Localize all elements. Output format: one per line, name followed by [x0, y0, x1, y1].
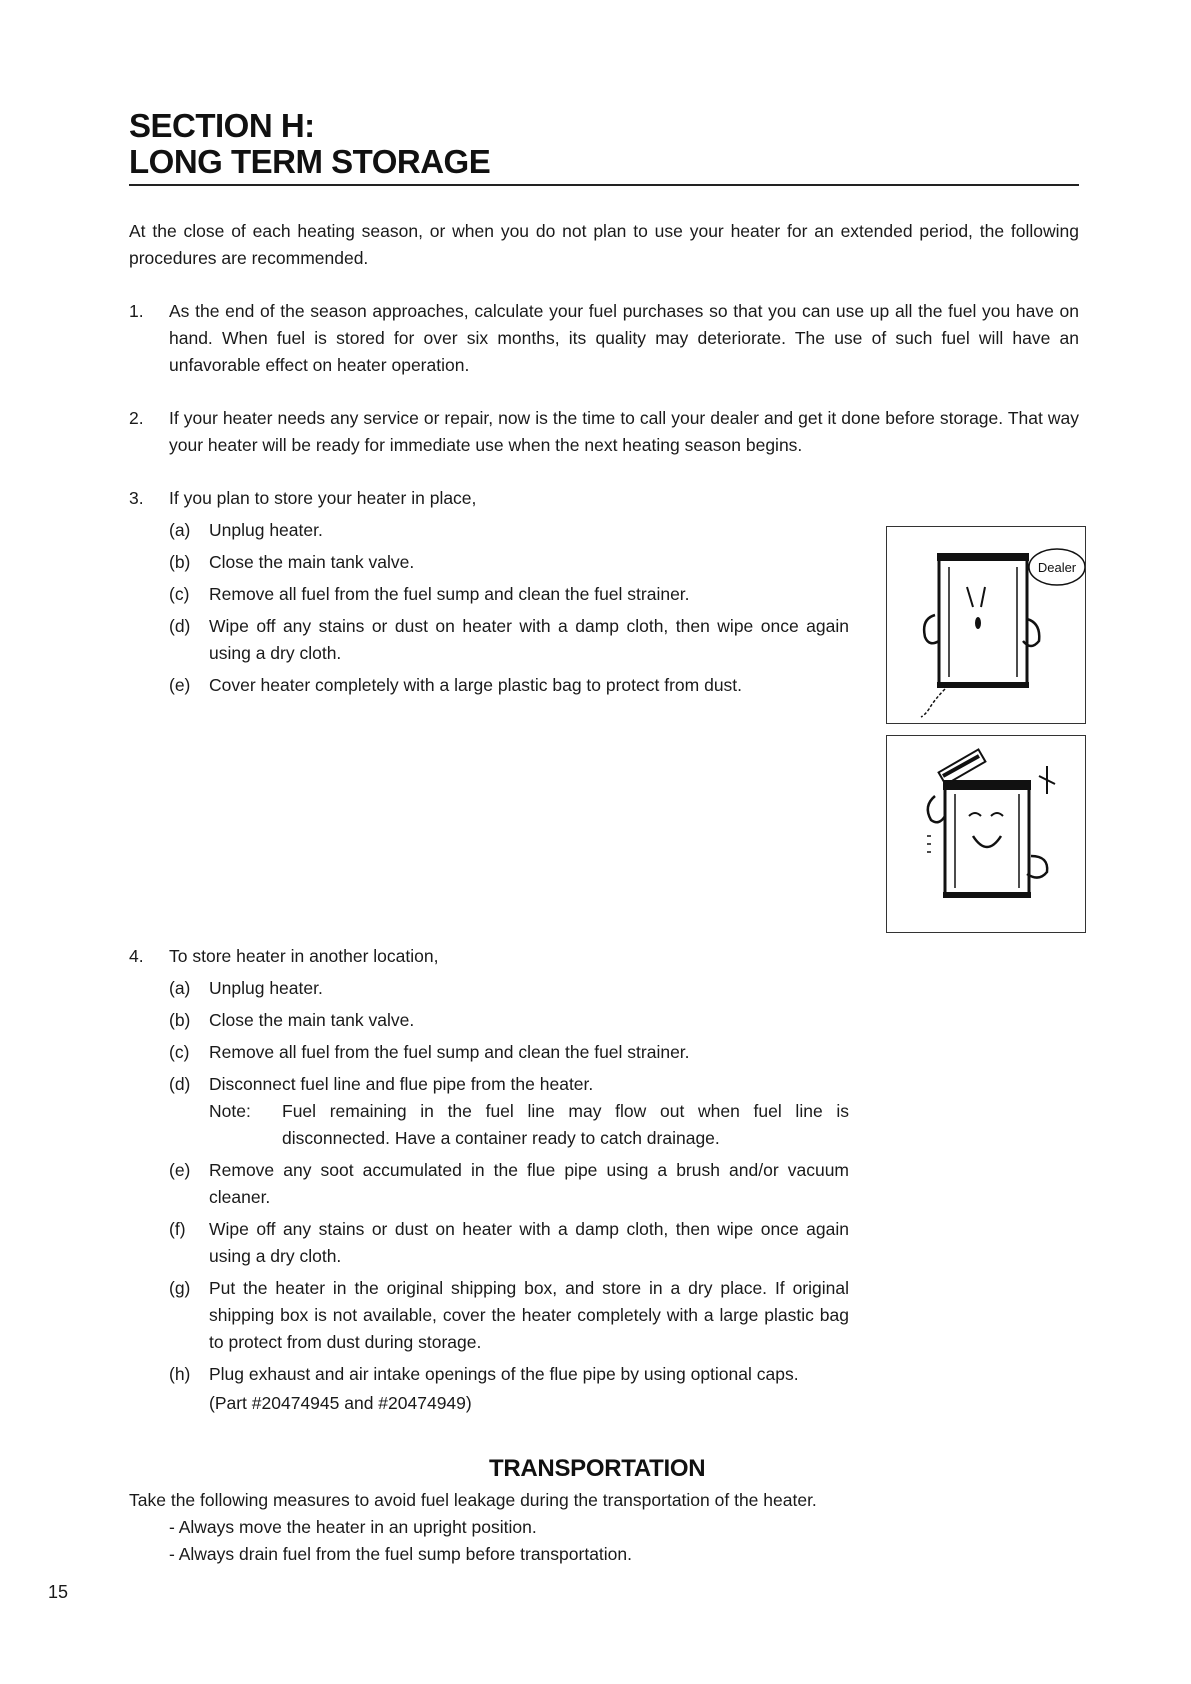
- transportation-section: [129, 1487, 1079, 1568]
- sub-item: (e) Cover heater completely with a large plastic bag to protect from dust.: [169, 675, 743, 695]
- heater-dealer-illustration: [886, 526, 1086, 724]
- list-item-1: [129, 298, 1079, 379]
- sub-item: (a) Unplug heater.: [169, 978, 323, 998]
- item-number: 3.: [129, 488, 144, 508]
- section-title-line1: SECTION H:: [129, 107, 315, 144]
- sub-item: (f) Wipe off any stains or dust on heater with a damp cloth, then wipe once again using a dry cloth.: [169, 1219, 849, 1266]
- heater-icon: [887, 527, 1085, 723]
- sub-item: (a) Unplug heater.: [169, 520, 323, 540]
- sub-item: (d) Wipe off any stains or dust on heater with a damp cloth, then wipe once again using a dry cloth.: [169, 616, 849, 663]
- section-title-line2: LONG TERM STORAGE: [129, 143, 491, 180]
- item-number: 1.: [129, 301, 144, 321]
- transport-bullet: - Always drain fuel from the fuel sump before transportation.: [169, 1544, 633, 1564]
- intro-paragraph: At the close of each heating season, or when you do not plan to use your heater for an extended period, the following procedures are recommended.: [129, 221, 1079, 268]
- sub-item: (b) Close the main tank valve.: [169, 552, 415, 572]
- transport-bullet: - Always move the heater in an upright position.: [169, 1517, 537, 1537]
- sub-item: (c) Remove all fuel from the fuel sump and clean the fuel strainer.: [169, 1042, 690, 1062]
- note: [209, 1098, 849, 1152]
- list-item-3: [129, 485, 849, 699]
- list-item-4: [129, 943, 849, 1417]
- sub-item: (e) Remove any soot accumulated in the flue pipe using a brush and/or vacuum cleaner.: [169, 1160, 849, 1207]
- item-text: To store heater in another location,: [169, 946, 439, 966]
- note-label: Note:: [209, 1101, 251, 1121]
- item-text: If your heater needs any service or repair, now is the time to call your dealer and get it done before storage. That way your heater will be ready for immediate use when the next heating season begins.: [169, 408, 1079, 455]
- item-number: 4.: [129, 946, 144, 966]
- item-text: If you plan to store your heater in place,: [169, 488, 477, 508]
- sub-item: (h) Plug exhaust and air intake openings of the flue pipe by using optional caps.: [169, 1364, 799, 1384]
- transportation-heading: TRANSPORTATION: [489, 1455, 706, 1482]
- sub-item: (g) Put the heater in the original shipping box, and store in a dry place. If original shipping box is not available, cover the heater completely with a large plastic bag to protect from dust during storage.: [169, 1278, 849, 1352]
- item-text: As the end of the season approaches, calculate your fuel purchases so that you can use up all the fuel you have on hand. When fuel is stored for over six months, its quality may deteriorate. The use of such fuel will have an unfavorable effect on heater operation.: [169, 301, 1079, 375]
- dealer-bubble-text: Dealer: [1037, 560, 1077, 575]
- transportation-intro: Take the following measures to avoid fuel leakage during the transportation of the heater.: [129, 1490, 817, 1510]
- note-text: Fuel remaining in the fuel line may flow out when fuel line is disconnected. Have a container ready to catch drainage.: [282, 1101, 849, 1148]
- sub-item: (c) Remove all fuel from the fuel sump and clean the fuel strainer.: [169, 584, 690, 604]
- page-number: 15: [48, 1582, 69, 1602]
- heater-cleaning-illustration: [886, 735, 1086, 933]
- sub-item: (b) Close the main tank valve.: [169, 1010, 415, 1030]
- item-number: 2.: [129, 408, 144, 428]
- section-title: [129, 108, 1079, 186]
- cleaning-brush-icon: [887, 736, 1085, 932]
- list-item-2: [129, 405, 1079, 459]
- part-numbers: (Part #20474945 and #20474949): [209, 1393, 472, 1413]
- sub-item: (d) Disconnect fuel line and flue pipe from the heater.: [169, 1074, 594, 1094]
